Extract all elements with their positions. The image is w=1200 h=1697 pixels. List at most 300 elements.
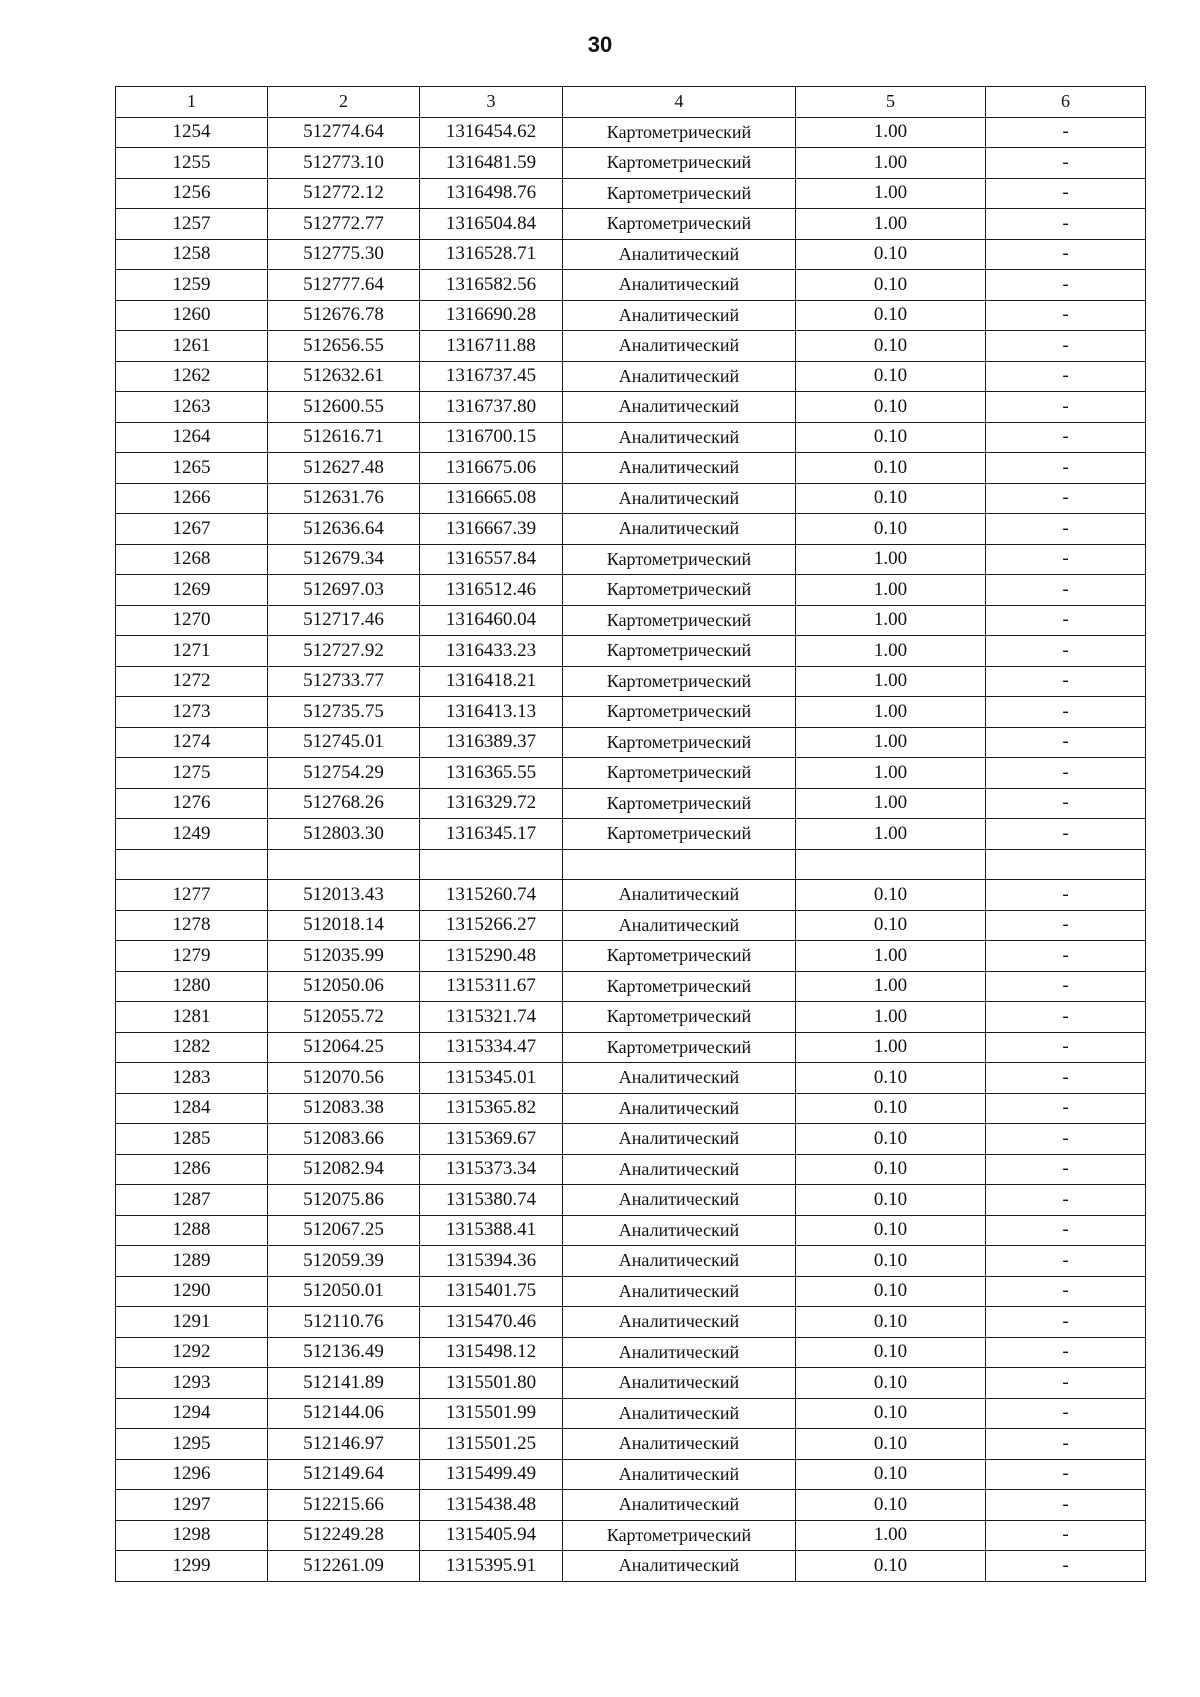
y-coordinate-cell: 1316460.04 <box>420 605 563 636</box>
accuracy-cell: 0.10 <box>796 300 986 331</box>
method-cell: Аналитический <box>563 1429 796 1460</box>
point-number-cell: 1256 <box>116 178 268 209</box>
method-cell: Аналитический <box>563 1490 796 1521</box>
x-coordinate-cell: 512082.94 <box>268 1154 420 1185</box>
point-number-cell: 1286 <box>116 1154 268 1185</box>
note-cell: - <box>986 209 1146 240</box>
x-coordinate-cell: 512773.10 <box>268 148 420 179</box>
note-cell: - <box>986 178 1146 209</box>
x-coordinate-cell: 512803.30 <box>268 819 420 850</box>
accuracy-cell: 1.00 <box>796 605 986 636</box>
accuracy-cell: 1.00 <box>796 178 986 209</box>
note-cell: - <box>986 636 1146 667</box>
accuracy-cell: 0.10 <box>796 1368 986 1399</box>
point-number-cell: 1269 <box>116 575 268 606</box>
table-row <box>116 1124 1146 1155</box>
method-cell: Картометрический <box>563 209 796 240</box>
y-coordinate-cell: 1316512.46 <box>420 575 563 606</box>
method-cell: Картометрический <box>563 666 796 697</box>
point-number-cell: 1274 <box>116 727 268 758</box>
y-coordinate-cell: 1315394.36 <box>420 1246 563 1277</box>
x-coordinate-cell: 512777.64 <box>268 270 420 301</box>
y-coordinate-cell: 1315395.91 <box>420 1551 563 1582</box>
x-coordinate-cell: 512774.64 <box>268 117 420 148</box>
table-row <box>116 148 1146 179</box>
y-coordinate-cell: 1315345.01 <box>420 1063 563 1094</box>
y-coordinate-cell: 1315380.74 <box>420 1185 563 1216</box>
accuracy-cell: 0.10 <box>796 1185 986 1216</box>
method-cell: Аналитический <box>563 1185 796 1216</box>
method-cell: Аналитический <box>563 361 796 392</box>
method-cell: Картометрический <box>563 788 796 819</box>
table-header-row <box>116 87 1146 118</box>
accuracy-cell: 0.10 <box>796 1246 986 1277</box>
y-coordinate-cell: 1316737.80 <box>420 392 563 423</box>
x-coordinate-cell: 512727.92 <box>268 636 420 667</box>
point-number-cell: 1285 <box>116 1124 268 1155</box>
method-cell: Картометрический <box>563 605 796 636</box>
note-cell: - <box>986 697 1146 728</box>
table-row <box>116 331 1146 362</box>
method-cell: Аналитический <box>563 453 796 484</box>
y-coordinate-cell: 1315388.41 <box>420 1215 563 1246</box>
point-number-cell: 1290 <box>116 1276 268 1307</box>
y-coordinate-cell: 1315334.47 <box>420 1032 563 1063</box>
point-number-cell: 1292 <box>116 1337 268 1368</box>
accuracy-cell: 0.10 <box>796 1124 986 1155</box>
note-cell: - <box>986 361 1146 392</box>
accuracy-cell: 0.10 <box>796 361 986 392</box>
note-cell: - <box>986 1215 1146 1246</box>
note-cell: - <box>986 1429 1146 1460</box>
method-cell: Аналитический <box>563 1093 796 1124</box>
x-coordinate-cell: 512035.99 <box>268 941 420 972</box>
accuracy-cell: 1.00 <box>796 1520 986 1551</box>
y-coordinate-cell <box>420 849 563 880</box>
table-row <box>116 1368 1146 1399</box>
note-cell: - <box>986 1276 1146 1307</box>
method-cell: Аналитический <box>563 514 796 545</box>
table-row <box>116 575 1146 606</box>
table-row <box>116 727 1146 758</box>
x-coordinate-cell: 512616.71 <box>268 422 420 453</box>
note-cell: - <box>986 971 1146 1002</box>
column-header: 1 <box>116 87 268 118</box>
point-number-cell: 1255 <box>116 148 268 179</box>
note-cell: - <box>986 666 1146 697</box>
method-cell: Аналитический <box>563 1063 796 1094</box>
y-coordinate-cell: 1315266.27 <box>420 910 563 941</box>
method-cell: Аналитический <box>563 1124 796 1155</box>
note-cell: - <box>986 1307 1146 1338</box>
x-coordinate-cell: 512636.64 <box>268 514 420 545</box>
note-cell: - <box>986 1032 1146 1063</box>
x-coordinate-cell: 512632.61 <box>268 361 420 392</box>
point-number-cell: 1284 <box>116 1093 268 1124</box>
method-cell: Аналитический <box>563 1551 796 1582</box>
column-header: 4 <box>563 87 796 118</box>
accuracy-cell: 0.10 <box>796 910 986 941</box>
accuracy-cell: 0.10 <box>796 514 986 545</box>
table-row <box>116 300 1146 331</box>
note-cell: - <box>986 1459 1146 1490</box>
point-number-cell: 1276 <box>116 788 268 819</box>
note-cell: - <box>986 514 1146 545</box>
y-coordinate-cell: 1316413.13 <box>420 697 563 728</box>
y-coordinate-cell: 1315501.99 <box>420 1398 563 1429</box>
x-coordinate-cell: 512249.28 <box>268 1520 420 1551</box>
table-row <box>116 1276 1146 1307</box>
x-coordinate-cell: 512144.06 <box>268 1398 420 1429</box>
y-coordinate-cell: 1315438.48 <box>420 1490 563 1521</box>
note-cell: - <box>986 1185 1146 1216</box>
table-row <box>116 910 1146 941</box>
method-cell: Картометрический <box>563 178 796 209</box>
note-cell: - <box>986 1398 1146 1429</box>
note-cell: - <box>986 1490 1146 1521</box>
accuracy-cell: 1.00 <box>796 788 986 819</box>
accuracy-cell: 0.10 <box>796 880 986 911</box>
table-row <box>116 941 1146 972</box>
table-row <box>116 1307 1146 1338</box>
accuracy-cell: 0.10 <box>796 422 986 453</box>
note-cell: - <box>986 392 1146 423</box>
accuracy-cell: 0.10 <box>796 1154 986 1185</box>
point-number-cell: 1265 <box>116 453 268 484</box>
point-number-cell: 1283 <box>116 1063 268 1094</box>
accuracy-cell: 1.00 <box>796 636 986 667</box>
point-number-cell: 1295 <box>116 1429 268 1460</box>
y-coordinate-cell: 1316329.72 <box>420 788 563 819</box>
table-row <box>116 880 1146 911</box>
table-row <box>116 483 1146 514</box>
method-cell: Картометрический <box>563 117 796 148</box>
table-row <box>116 422 1146 453</box>
accuracy-cell: 0.10 <box>796 1398 986 1429</box>
x-coordinate-cell: 512631.76 <box>268 483 420 514</box>
point-number-cell: 1268 <box>116 544 268 575</box>
x-coordinate-cell: 512067.25 <box>268 1215 420 1246</box>
x-coordinate-cell: 512768.26 <box>268 788 420 819</box>
accuracy-cell: 0.10 <box>796 1307 986 1338</box>
method-cell: Аналитический <box>563 1215 796 1246</box>
note-cell: - <box>986 1124 1146 1155</box>
y-coordinate-cell: 1316365.55 <box>420 758 563 789</box>
x-coordinate-cell: 512772.77 <box>268 209 420 240</box>
x-coordinate-cell: 512050.01 <box>268 1276 420 1307</box>
y-coordinate-cell: 1316345.17 <box>420 819 563 850</box>
x-coordinate-cell: 512745.01 <box>268 727 420 758</box>
x-coordinate-cell: 512149.64 <box>268 1459 420 1490</box>
accuracy-cell: 0.10 <box>796 453 986 484</box>
note-cell: - <box>986 483 1146 514</box>
table-row <box>116 697 1146 728</box>
table-row <box>116 971 1146 1002</box>
y-coordinate-cell: 1316504.84 <box>420 209 563 240</box>
table-row <box>116 819 1146 850</box>
y-coordinate-cell: 1315373.34 <box>420 1154 563 1185</box>
x-coordinate-cell: 512018.14 <box>268 910 420 941</box>
note-cell: - <box>986 422 1146 453</box>
note-cell: - <box>986 544 1146 575</box>
accuracy-cell: 1.00 <box>796 971 986 1002</box>
table-row <box>116 758 1146 789</box>
method-cell: Аналитический <box>563 331 796 362</box>
table-row <box>116 1429 1146 1460</box>
point-number-cell: 1298 <box>116 1520 268 1551</box>
x-coordinate-cell: 512215.66 <box>268 1490 420 1521</box>
table-row <box>116 1032 1146 1063</box>
accuracy-cell: 0.10 <box>796 1429 986 1460</box>
point-number-cell: 1297 <box>116 1490 268 1521</box>
note-cell: - <box>986 1063 1146 1094</box>
point-number-cell: 1270 <box>116 605 268 636</box>
x-coordinate-cell: 512070.56 <box>268 1063 420 1094</box>
accuracy-cell: 0.10 <box>796 392 986 423</box>
accuracy-cell: 0.10 <box>796 1063 986 1094</box>
note-cell: - <box>986 331 1146 362</box>
method-cell: Аналитический <box>563 910 796 941</box>
accuracy-cell: 1.00 <box>796 941 986 972</box>
method-cell: Картометрический <box>563 941 796 972</box>
note-cell: - <box>986 880 1146 911</box>
y-coordinate-cell: 1316667.39 <box>420 514 563 545</box>
method-cell: Аналитический <box>563 1398 796 1429</box>
note-cell: - <box>986 1551 1146 1582</box>
note-cell: - <box>986 453 1146 484</box>
point-number-cell: 1282 <box>116 1032 268 1063</box>
method-cell: Картометрический <box>563 575 796 606</box>
accuracy-cell: 1.00 <box>796 117 986 148</box>
x-coordinate-cell: 512600.55 <box>268 392 420 423</box>
accuracy-cell: 0.10 <box>796 1215 986 1246</box>
column-header: 5 <box>796 87 986 118</box>
y-coordinate-cell: 1316582.56 <box>420 270 563 301</box>
note-cell <box>986 849 1146 880</box>
column-header: 2 <box>268 87 420 118</box>
point-number-cell: 1277 <box>116 880 268 911</box>
y-coordinate-cell: 1316690.28 <box>420 300 563 331</box>
y-coordinate-cell: 1315369.67 <box>420 1124 563 1155</box>
note-cell: - <box>986 117 1146 148</box>
accuracy-cell: 0.10 <box>796 1490 986 1521</box>
point-number-cell: 1263 <box>116 392 268 423</box>
x-coordinate-cell: 512013.43 <box>268 880 420 911</box>
point-number-cell: 1281 <box>116 1002 268 1033</box>
method-cell: Картометрический <box>563 727 796 758</box>
point-number-cell: 1272 <box>116 666 268 697</box>
table-row <box>116 270 1146 301</box>
note-cell: - <box>986 941 1146 972</box>
method-cell: Аналитический <box>563 239 796 270</box>
x-coordinate-cell: 512136.49 <box>268 1337 420 1368</box>
y-coordinate-cell: 1316737.45 <box>420 361 563 392</box>
method-cell: Картометрический <box>563 971 796 1002</box>
table-row <box>116 1246 1146 1277</box>
table-row <box>116 392 1146 423</box>
column-header: 3 <box>420 87 563 118</box>
table-row <box>116 1490 1146 1521</box>
x-coordinate-cell: 512055.72 <box>268 1002 420 1033</box>
accuracy-cell: 0.10 <box>796 239 986 270</box>
note-cell: - <box>986 1337 1146 1368</box>
y-coordinate-cell: 1316665.08 <box>420 483 563 514</box>
point-number-cell: 1266 <box>116 483 268 514</box>
method-cell: Аналитический <box>563 422 796 453</box>
x-coordinate-cell: 512679.34 <box>268 544 420 575</box>
y-coordinate-cell: 1315498.12 <box>420 1337 563 1368</box>
method-cell: Аналитический <box>563 1337 796 1368</box>
note-cell: - <box>986 1093 1146 1124</box>
table-row <box>116 1337 1146 1368</box>
accuracy-cell: 0.10 <box>796 331 986 362</box>
accuracy-cell: 0.10 <box>796 1459 986 1490</box>
x-coordinate-cell: 512697.03 <box>268 575 420 606</box>
table-row <box>116 788 1146 819</box>
x-coordinate-cell: 512083.66 <box>268 1124 420 1155</box>
method-cell: Картометрический <box>563 758 796 789</box>
note-cell: - <box>986 1154 1146 1185</box>
point-number-cell: 1267 <box>116 514 268 545</box>
table-row <box>116 453 1146 484</box>
point-number-cell: 1291 <box>116 1307 268 1338</box>
x-coordinate-cell: 512075.86 <box>268 1185 420 1216</box>
note-cell: - <box>986 1002 1146 1033</box>
accuracy-cell: 1.00 <box>796 575 986 606</box>
accuracy-cell: 0.10 <box>796 1276 986 1307</box>
method-cell: Аналитический <box>563 1307 796 1338</box>
table-row <box>116 361 1146 392</box>
y-coordinate-cell: 1316711.88 <box>420 331 563 362</box>
method-cell: Картометрический <box>563 636 796 667</box>
x-coordinate-cell: 512261.09 <box>268 1551 420 1582</box>
x-coordinate-cell: 512110.76 <box>268 1307 420 1338</box>
table-row <box>116 544 1146 575</box>
point-number-cell: 1249 <box>116 819 268 850</box>
note-cell: - <box>986 1368 1146 1399</box>
note-cell: - <box>986 758 1146 789</box>
method-cell: Аналитический <box>563 1246 796 1277</box>
x-coordinate-cell: 512754.29 <box>268 758 420 789</box>
point-number-cell: 1271 <box>116 636 268 667</box>
x-coordinate-cell: 512083.38 <box>268 1093 420 1124</box>
method-cell: Аналитический <box>563 483 796 514</box>
accuracy-cell: 1.00 <box>796 758 986 789</box>
method-cell: Аналитический <box>563 1276 796 1307</box>
x-coordinate-cell: 512775.30 <box>268 239 420 270</box>
y-coordinate-cell: 1316433.23 <box>420 636 563 667</box>
point-number-cell: 1280 <box>116 971 268 1002</box>
y-coordinate-cell: 1316498.76 <box>420 178 563 209</box>
method-cell: Картометрический <box>563 819 796 850</box>
x-coordinate-cell: 512676.78 <box>268 300 420 331</box>
note-cell: - <box>986 1246 1146 1277</box>
point-number-cell: 1257 <box>116 209 268 240</box>
method-cell: Аналитический <box>563 1368 796 1399</box>
point-number-cell: 1264 <box>116 422 268 453</box>
point-number-cell: 1296 <box>116 1459 268 1490</box>
point-number-cell: 1261 <box>116 331 268 362</box>
table-row <box>116 1093 1146 1124</box>
y-coordinate-cell: 1315499.49 <box>420 1459 563 1490</box>
method-cell: Картометрический <box>563 544 796 575</box>
accuracy-cell <box>796 849 986 880</box>
table-row <box>116 666 1146 697</box>
table-row <box>116 1398 1146 1429</box>
method-cell: Аналитический <box>563 1459 796 1490</box>
method-cell: Картометрический <box>563 1520 796 1551</box>
y-coordinate-cell: 1315501.80 <box>420 1368 563 1399</box>
table-row <box>116 239 1146 270</box>
coordinates-table <box>115 86 1146 1582</box>
point-number-cell: 1288 <box>116 1215 268 1246</box>
table-row <box>116 849 1146 880</box>
point-number-cell: 1278 <box>116 910 268 941</box>
point-number-cell: 1293 <box>116 1368 268 1399</box>
accuracy-cell: 1.00 <box>796 209 986 240</box>
table-row <box>116 514 1146 545</box>
method-cell: Аналитический <box>563 270 796 301</box>
accuracy-cell: 0.10 <box>796 1551 986 1582</box>
note-cell: - <box>986 300 1146 331</box>
y-coordinate-cell: 1315401.75 <box>420 1276 563 1307</box>
y-coordinate-cell: 1315260.74 <box>420 880 563 911</box>
table-row <box>116 1215 1146 1246</box>
accuracy-cell: 1.00 <box>796 544 986 575</box>
x-coordinate-cell: 512627.48 <box>268 453 420 484</box>
x-coordinate-cell <box>268 849 420 880</box>
y-coordinate-cell: 1315470.46 <box>420 1307 563 1338</box>
x-coordinate-cell: 512735.75 <box>268 697 420 728</box>
note-cell: - <box>986 819 1146 850</box>
point-number-cell <box>116 849 268 880</box>
accuracy-cell: 1.00 <box>796 666 986 697</box>
method-cell: Аналитический <box>563 1154 796 1185</box>
note-cell: - <box>986 1520 1146 1551</box>
y-coordinate-cell: 1316557.84 <box>420 544 563 575</box>
method-cell <box>563 849 796 880</box>
x-coordinate-cell: 512050.06 <box>268 971 420 1002</box>
method-cell: Картометрический <box>563 1032 796 1063</box>
table-row <box>116 605 1146 636</box>
table-row <box>116 1459 1146 1490</box>
y-coordinate-cell: 1315365.82 <box>420 1093 563 1124</box>
accuracy-cell: 1.00 <box>796 819 986 850</box>
point-number-cell: 1275 <box>116 758 268 789</box>
point-number-cell: 1254 <box>116 117 268 148</box>
x-coordinate-cell: 512733.77 <box>268 666 420 697</box>
column-header: 6 <box>986 87 1146 118</box>
note-cell: - <box>986 148 1146 179</box>
table-row <box>116 209 1146 240</box>
note-cell: - <box>986 270 1146 301</box>
point-number-cell: 1258 <box>116 239 268 270</box>
accuracy-cell: 0.10 <box>796 270 986 301</box>
note-cell: - <box>986 605 1146 636</box>
accuracy-cell: 1.00 <box>796 148 986 179</box>
note-cell: - <box>986 727 1146 758</box>
y-coordinate-cell: 1316675.06 <box>420 453 563 484</box>
x-coordinate-cell: 512146.97 <box>268 1429 420 1460</box>
point-number-cell: 1260 <box>116 300 268 331</box>
point-number-cell: 1279 <box>116 941 268 972</box>
accuracy-cell: 1.00 <box>796 727 986 758</box>
table-row <box>116 1185 1146 1216</box>
x-coordinate-cell: 512772.12 <box>268 178 420 209</box>
table-row <box>116 1154 1146 1185</box>
x-coordinate-cell: 512656.55 <box>268 331 420 362</box>
point-number-cell: 1259 <box>116 270 268 301</box>
